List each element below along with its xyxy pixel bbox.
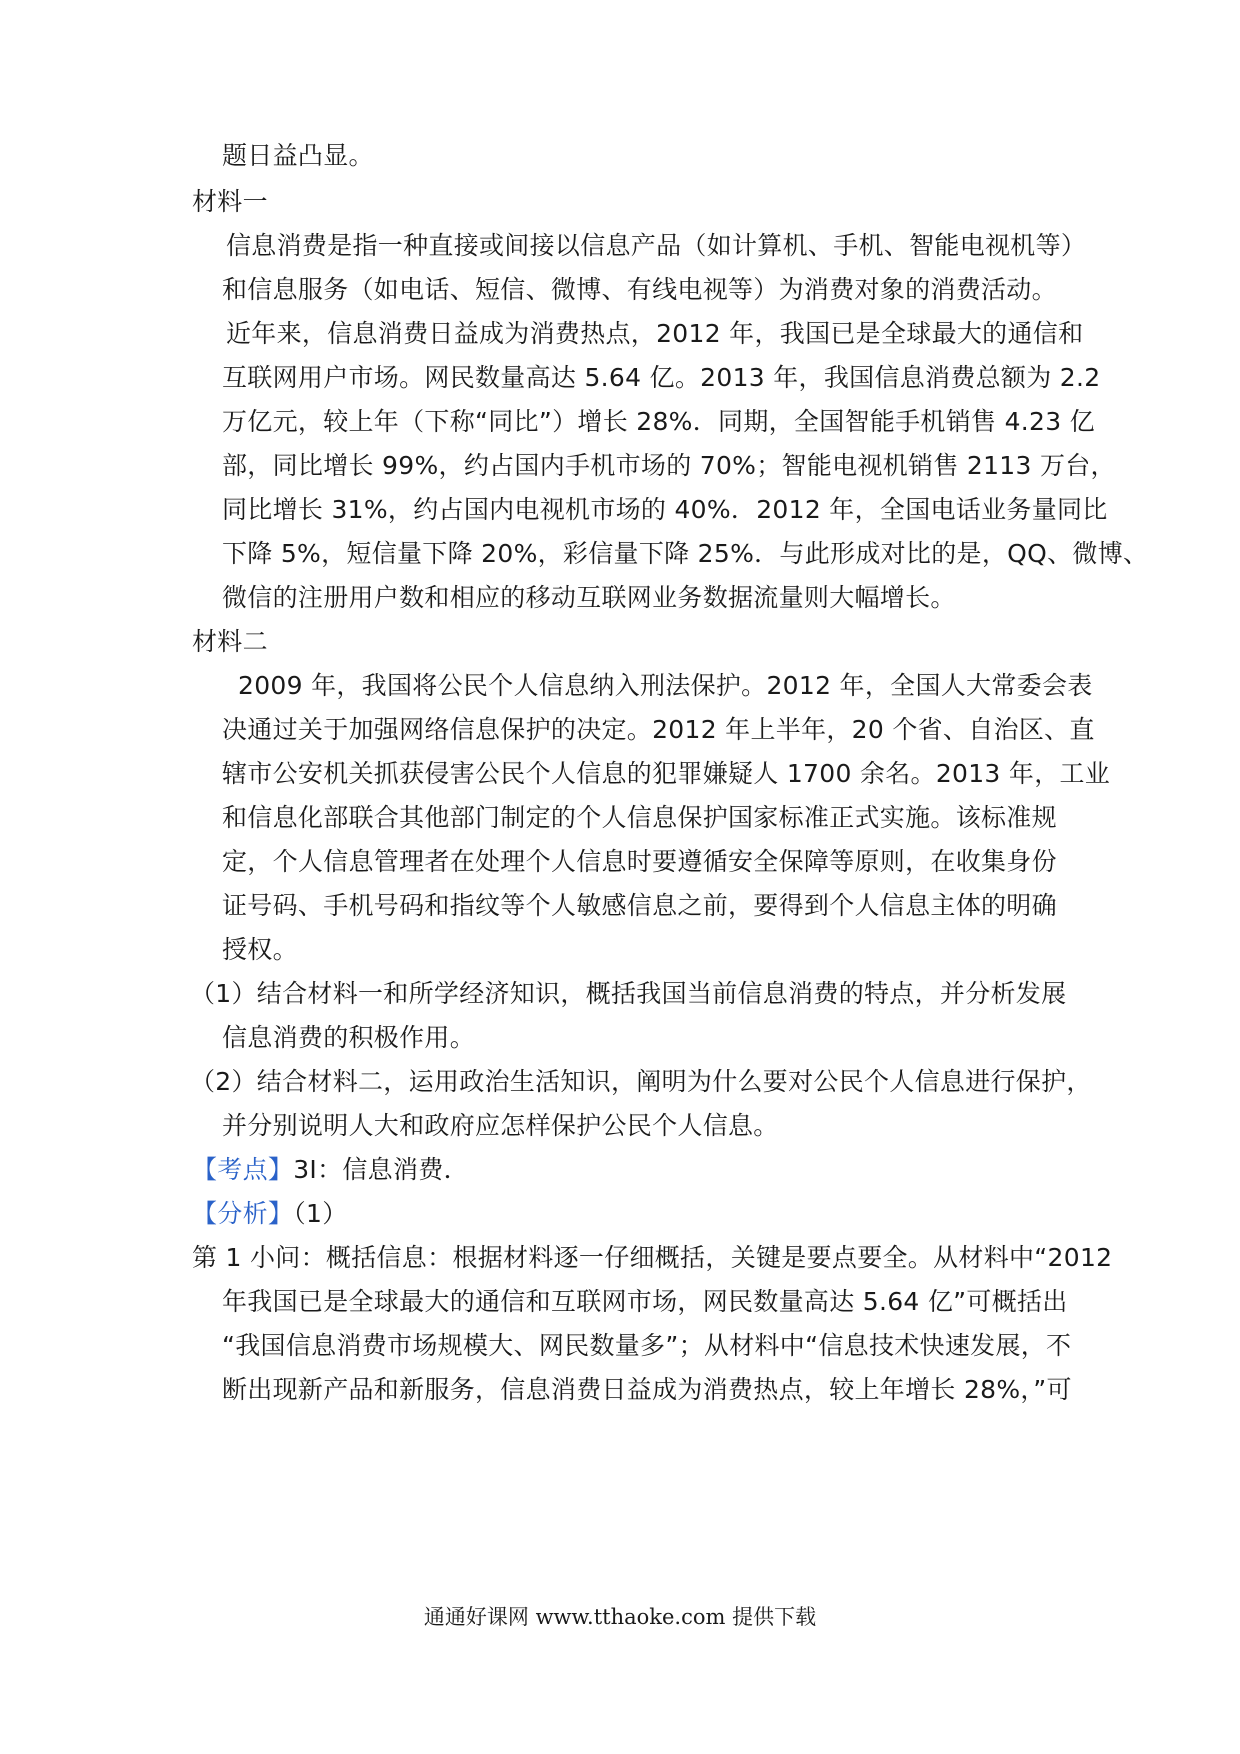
text-line: 题日益凸显。 [222, 141, 374, 170]
text-line: 同比增长 31%，约占国内电视机市场的 40%．2012 年，全国电话业务量同比 [222, 495, 1108, 524]
text-line: 万亿元，较上年（下称“同比”）增长 28%．同期，全国智能手机销售 4.23 亿 [222, 407, 1095, 436]
analysis-tag: 【分析】 [192, 1199, 294, 1228]
text-line: 断出现新产品和新服务，信息消费日益成为消费热点，较上年增长 28%，”可 [222, 1375, 1072, 1404]
text-line: 辖市公安机关抓获侵害公民个人信息的犯罪嫌疑人 1700 余名。2013 年，工业 [222, 759, 1111, 788]
text-line: 近年来，信息消费日益成为消费热点，2012 年，我国已是全球最大的通信和 [226, 319, 1084, 348]
text-line: 微信的注册用户数和相应的移动互联网业务数据流量则大幅增长。 [222, 583, 956, 612]
section-heading-material-1: 材料一 [192, 187, 268, 216]
text-line: 信息消费是指一种直接或间接以信息产品（如计算机、手机、智能电视机等） [226, 231, 1087, 260]
analysis-text: （1） [293, 1199, 348, 1228]
analysis-line [192, 1198, 348, 1230]
section-heading-material-2: 材料二 [192, 627, 268, 656]
text-line: 和信息服务（如电话、短信、微博、有线电视等）为消费对象的消费活动。 [222, 275, 1057, 304]
question-1: （1）结合材料一和所学经济知识，概括我国当前信息消费的特点，并分析发展 [190, 979, 1067, 1008]
text-line: 第 1 小问：概括信息：根据材料逐一仔细概括，关键是要点要全。从材料中“2012 [192, 1243, 1113, 1272]
text-line: 定，个人信息管理者在处理个人信息时要遵循安全保障等原则，在收集身份 [222, 847, 1057, 876]
text-line: 下降 5%，短信量下降 20%，彩信量下降 25%．与此形成对比的是，QQ、微博、 [222, 539, 1149, 568]
text-line: 和信息化部联合其他部门制定的个人信息保护国家标准正式实施。该标准规 [222, 803, 1057, 832]
key-point-text: 3I：信息消费． [293, 1155, 469, 1184]
text-line: 互联网用户市场。网民数量高达 5.64 亿。2013 年，我国信息消费总额为 2.2 [222, 363, 1101, 392]
text-line: 部，同比增长 99%，约占国内手机市场的 70%；智能电视机销售 2113 万台， [222, 451, 1116, 480]
text-line: 证号码、手机号码和指纹等个人敏感信息之前，要得到个人信息主体的明确 [222, 891, 1057, 920]
text-line: 信息消费的积极作用。 [222, 1023, 476, 1052]
question-2: （2）结合材料二，运用政治生活知识，阐明为什么要对公民个人信息进行保护， [190, 1067, 1092, 1096]
text-line: 决通过关于加强网络信息保护的决定。2012 年上半年，20 个省、自治区、直 [222, 715, 1095, 744]
text-line: 并分别说明人大和政府应怎样保护公民个人信息。 [222, 1111, 779, 1140]
text-line: 年我国已是全球最大的通信和互联网市场，网民数量高达 5.64 亿”可概括出 [222, 1287, 1068, 1316]
text-line: “我国信息消费市场规模大、网民数量多”；从材料中“信息技术快速发展，不 [222, 1331, 1072, 1360]
page-footer: 通通好课网 www.tthaoke.com 提供下载 [423, 1605, 817, 1629]
text-line: 2009 年，我国将公民个人信息纳入刑法保护。2012 年，全国人大常委会表 [238, 671, 1093, 700]
key-point-line [192, 1154, 469, 1186]
text-line: 授权。 [222, 935, 298, 964]
key-point-tag: 【考点】 [192, 1155, 294, 1184]
